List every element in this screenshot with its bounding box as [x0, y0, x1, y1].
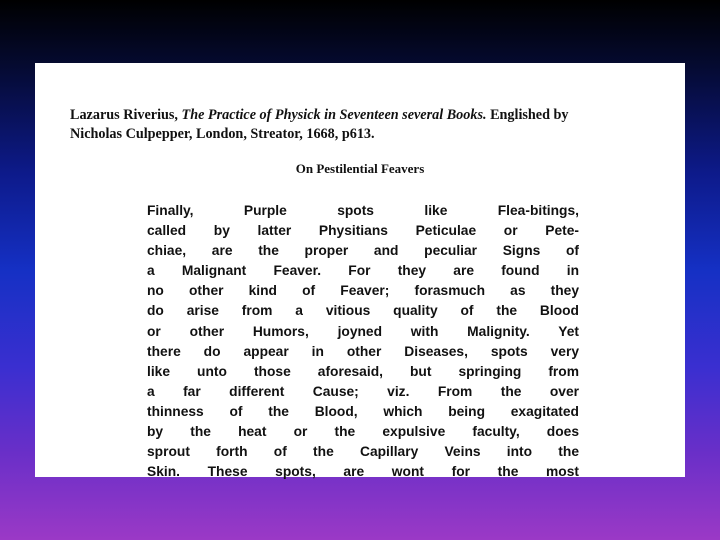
excerpt-line: or other Humors, joyned with Malignity. Yet [147, 323, 579, 339]
citation [70, 106, 660, 144]
excerpt-line: sprout forth of the Capillary Veins into the [147, 444, 579, 460]
scanned-excerpt [147, 201, 579, 482]
citation-englished-by: Englished by [486, 107, 569, 123]
citation-publisher: Nicholas Culpepper, London, Streator, 1668, p613. [70, 126, 375, 142]
excerpt-line: a Malignant Feaver. For they are found in [147, 263, 579, 279]
excerpt-line: there do appear in other Diseases, spots very [147, 343, 579, 359]
excerpt-line: Skin. These spots, are wont for the most [147, 464, 579, 480]
excerpt-line: like unto those aforesaid, but springing from [147, 363, 579, 379]
excerpt-line: thinness of the Blood, which being exagitated [147, 403, 579, 419]
citation-author: Lazarus Riverius, [70, 107, 182, 123]
excerpt-line: by the heat or the expulsive faculty, does [147, 424, 579, 440]
section-heading: On Pestilential Feavers [295, 161, 425, 176]
excerpt-line: do arise from a vitious quality of the Blood [147, 303, 579, 319]
document-card [35, 63, 685, 480]
excerpt-line: Finally, Purple spots like Flea-bitings, [147, 203, 579, 218]
excerpt-line: a far different Cause; viz. From the over [147, 383, 579, 399]
excerpt-line: chiae, are the proper and peculiar Signs of [147, 243, 579, 259]
excerpt-line: no other kind of Feaver; forasmuch as they [147, 283, 579, 299]
excerpt-line: called by latter Physitians Peticulae or Pete- [147, 223, 579, 239]
citation-title: The Practice of Physick in Seventeen several Books. [181, 107, 487, 123]
